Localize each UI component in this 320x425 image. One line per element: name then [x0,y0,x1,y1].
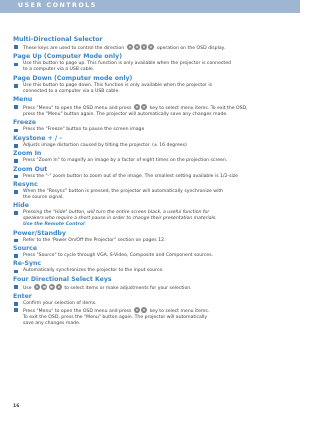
bullet-icon [14,84,18,88]
select-keys-icons [133,307,147,315]
bullet-icon [14,129,18,133]
bullet-item: Use this button to page up. This function is only available when the projector is connected to a computer via a USB cable. [13,61,289,73]
down-button-icon [49,284,55,290]
bullet-item: Automatically synchronizes the projector to the input source. [13,268,289,274]
bullet-icon [14,302,18,306]
heading-page-up: Page Up (Computer Mode only) [13,53,123,61]
section-page-up [13,53,289,73]
four-direction-keys-icons [34,284,63,292]
heading-menu: Menu [13,96,33,104]
heading-source: Source [13,244,38,252]
bullet-icon [14,270,18,274]
bullet-item: Press "Source" to cycle through VGA, S-Video, Composite and Component sources. [13,253,289,259]
section-multi-directional [13,36,289,52]
up-button-icon [41,284,47,290]
up-button-icon [134,44,140,50]
remote-control-subheading: Use the Remote Control [23,222,85,228]
bullet-item: Pressing the "Hide" button, will turn the entire screen black, a useful function for speakers who require a short pause in order to change their presentation materials. Use the Remote Control [13,210,289,228]
heading-re-sync: Re-Sync [13,260,42,268]
heading-keystone: Keystone + / - [13,134,62,142]
bullet-icon [14,254,18,258]
heading-resync: Resync [13,180,38,188]
bullet-icon [14,175,18,179]
bullet-icon [14,308,18,312]
heading-enter: Enter [13,293,32,301]
direction-keys-icons [126,44,155,52]
section-source [13,245,289,259]
down-button-icon [141,44,147,50]
heading-power: Power/Standby [13,229,66,237]
left-button-icon [134,307,140,313]
right-button-icon [148,44,154,50]
bullet-icon [14,190,18,194]
select-keys-icons [133,104,147,112]
section-hide [13,202,289,228]
section-menu [13,96,289,118]
section-power [13,230,289,244]
left-button-icon [127,44,133,50]
bullet-icon [14,211,18,215]
bullet-item: When the "Resync" button is pressed, the projector will automatically synchronize with the source signal. [13,189,289,201]
heading-zoom-in: Zoom In [13,150,42,158]
heading-multi-directional: Multi-Directional Selector [13,36,103,43]
bullet-item: Press "Menu" to open the OSD menu and press key to select menu items. To exit the OSD, press the "Menu" button again. The projector will automatically save any changes made. [13,307,289,327]
left-button-icon [34,284,40,290]
bullet-item: Adjusts image distortion caused by tilting the projector. (± 16 degrees) [13,143,289,149]
bullet-item: Confirm your selection of items. [13,301,289,307]
section-four-directional [13,276,289,292]
section-resync [13,181,289,201]
section-enter [13,293,289,327]
bullet-item: Press the "Freeze" button to pause the screen image [13,127,289,133]
right-button-icon [141,307,147,313]
bullet-item: These keys are used to control the direction operation on the OSD display. [13,44,289,52]
heading-page-down: Page Down (Computer mode only) [13,74,133,82]
right-button-icon [141,104,147,110]
bullet-item: Use this button to page down. This function is only available when the projector is connected to a computer via a USB cable. [13,83,289,95]
heading-hide: Hide [13,202,29,210]
bullet-item: Press "Menu" to open the OSD menu and press key to select menu items. To exit the OSD, press the "Menu" button again. The projector will automatically save any changes made. [13,104,289,118]
heading-four-directional: Four Directional Select Keys [13,275,112,283]
right-button-icon [56,284,62,290]
bullet-item: Press the "-" zoom button to zoom out of the image. The smallest setting available is 1/2-size [13,174,289,180]
section-re-sync [13,260,289,274]
bullet-item: Press "Zoom In" to magnify an image by a factor of eight times on the projection screen. [13,158,289,164]
page-number: 16 [13,404,20,409]
bullet-icon [14,159,18,163]
bullet-icon [14,285,18,289]
bullet-icon [14,45,18,49]
section-page-down [13,75,289,95]
bullet-icon [14,63,18,67]
content [13,36,289,328]
section-zoom-in [13,150,289,164]
heading-freeze: Freeze [13,119,37,127]
section-freeze [13,119,289,133]
section-keystone [13,135,289,149]
bullet-item: Refer to the 'Power On/Off the Projector" section on pages 12. [13,238,289,244]
header-band [0,0,300,13]
heading-zoom-out: Zoom Out [13,165,48,173]
bullet-icon [14,144,18,148]
header-title: USER CONTROLS [18,2,97,9]
bullet-icon [14,105,18,109]
left-button-icon [134,104,140,110]
bullet-item: Use to select items or make adjustments for your selection. [13,284,289,292]
section-zoom-out [13,166,289,180]
bullet-icon [14,239,18,243]
